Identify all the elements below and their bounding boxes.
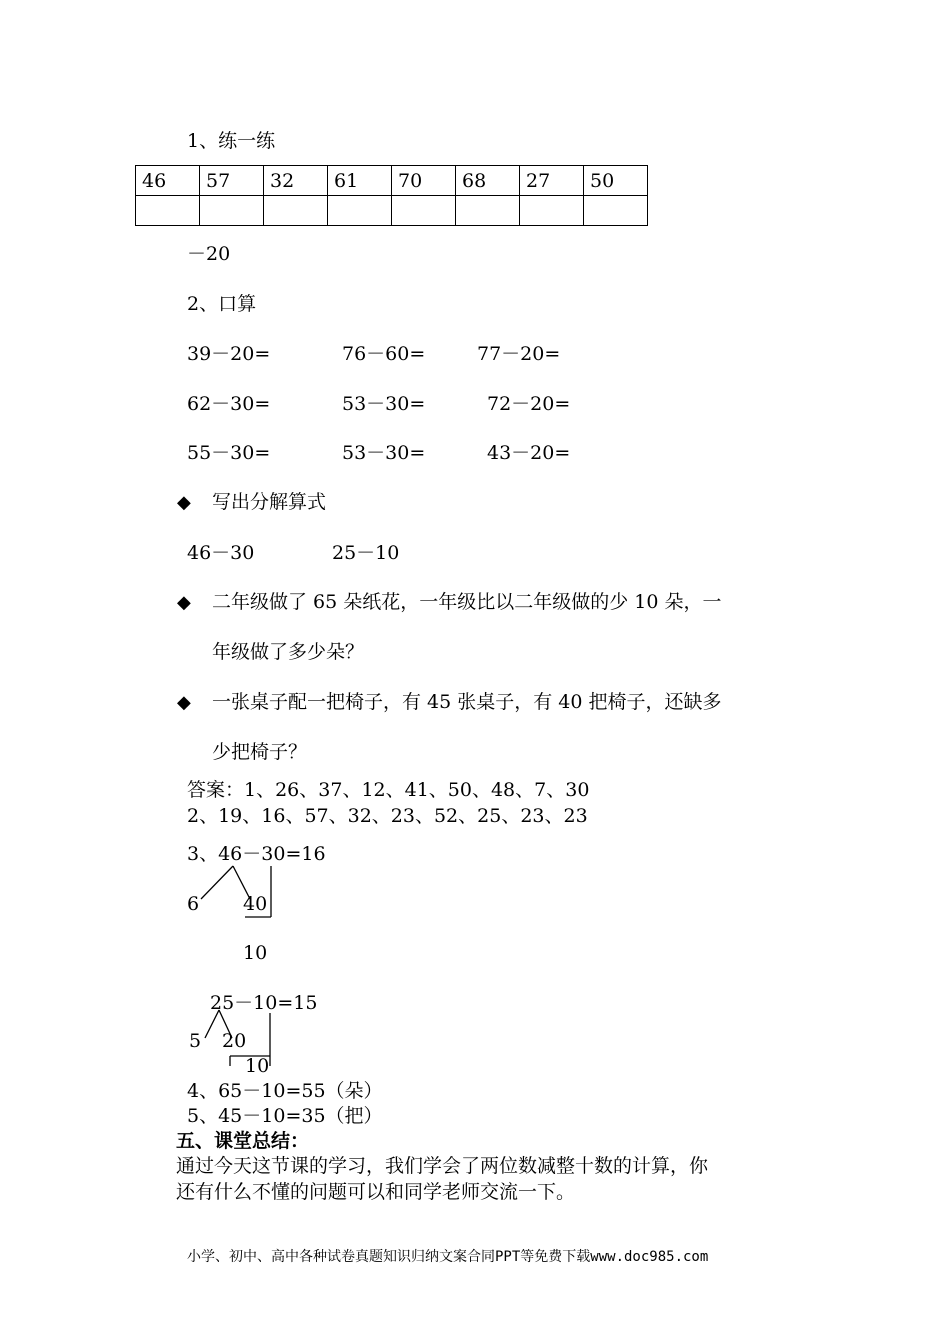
table-cell: 70 xyxy=(392,166,456,196)
tree-node: 10 xyxy=(245,1055,270,1077)
answer-line: 2、19、16、57、32、23、52、25、23、23 xyxy=(187,805,588,827)
footer-text: 小学、初中、高中各种试卷真题知识归纳文案合同PPT等免费下载www.doc985.com xyxy=(187,1249,709,1265)
tree-equation: 25－10=15 xyxy=(210,992,318,1014)
table-cell: 68 xyxy=(456,166,520,196)
oral-item: 39－20= xyxy=(187,343,271,365)
oral-item: 55－30= xyxy=(187,442,271,464)
oral-title: 2、口算 xyxy=(187,293,257,315)
summary-text: 通过今天这节课的学习，我们学会了两位数减整十数的计算，你 xyxy=(176,1155,709,1177)
bullet-diamond-icon: ◆ xyxy=(177,492,191,513)
tree-branch xyxy=(219,1010,232,1038)
operator-note: －20 xyxy=(187,243,231,265)
bullet-diamond-icon: ◆ xyxy=(177,692,191,713)
tree-branch xyxy=(233,866,250,899)
answer-line: 5、45－10=35（把） xyxy=(187,1105,383,1127)
decompose-title: 写出分解算式 xyxy=(212,491,327,513)
table-cell: 61 xyxy=(328,166,392,196)
practice-title: 1、练一练 xyxy=(187,130,276,152)
bullet-diamond-icon: ◆ xyxy=(177,592,191,613)
table-cell: 27 xyxy=(520,166,584,196)
oral-item: 62－30= xyxy=(187,393,271,415)
problem-text: 一张桌子配一把椅子，有 45 张桌子，有 40 把椅子，还缺多 xyxy=(212,691,722,713)
tree-branch xyxy=(201,866,233,899)
answer-line: 4、65－10=55（朵） xyxy=(187,1080,383,1102)
oral-item: 72－20= xyxy=(487,393,571,415)
table-cell: 46 xyxy=(136,166,200,196)
tree-node: 40 xyxy=(243,893,268,915)
tree-equation: 3、46－30=16 xyxy=(187,843,326,865)
tree-branch xyxy=(205,1010,219,1038)
table-cell: 50 xyxy=(584,166,648,196)
oral-item: 53－30= xyxy=(342,442,426,464)
problem-text: 二年级做了 65 朵纸花，一年级比以二年级做的少 10 朵，一 xyxy=(212,591,722,613)
tree-node: 6 xyxy=(187,893,200,915)
decompose-item: 25－10 xyxy=(332,542,400,564)
summary-heading: 五、课堂总结： xyxy=(176,1130,310,1152)
table-cell: 32 xyxy=(264,166,328,196)
tree-node: 20 xyxy=(222,1030,247,1052)
summary-text: 还有什么不懂的问题可以和同学老师交流一下。 xyxy=(176,1181,576,1203)
problem-text: 年级做了多少朵？ xyxy=(212,641,365,663)
oral-item: 53－30= xyxy=(342,393,426,415)
oral-item: 77－20= xyxy=(477,343,561,365)
answer-line: 答案：1、26、37、12、41、50、48、7、30 xyxy=(187,779,590,801)
oral-item: 76－60= xyxy=(342,343,426,365)
decompose-item: 46－30 xyxy=(187,542,255,564)
table-cell: 57 xyxy=(200,166,264,196)
oral-item: 43－20= xyxy=(487,442,571,464)
problem-text: 少把椅子？ xyxy=(212,741,308,763)
tree-node: 5 xyxy=(189,1030,202,1052)
tree-node: 10 xyxy=(243,942,268,964)
